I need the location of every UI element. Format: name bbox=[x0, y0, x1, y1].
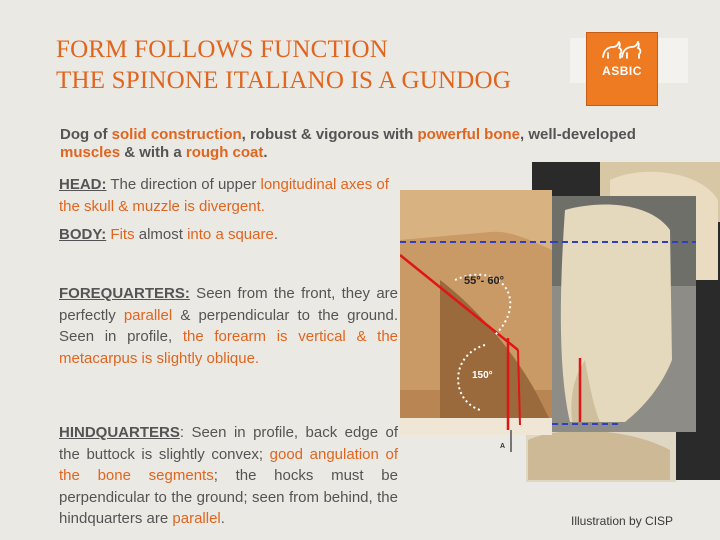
highlight-solid-construction: solid construction bbox=[111, 126, 242, 143]
intro-paragraph: Dog of solid construction, robust & vigorous with powerful bone, well-developed muscles & with a rough coat. bbox=[60, 126, 636, 161]
body-section: BODY: Fits almost into a square. bbox=[59, 226, 278, 243]
head-highlight: longitudinal axes of the skull & muzzle is divergent. bbox=[59, 176, 389, 215]
joint-angle-label: 150° bbox=[472, 370, 493, 381]
body-label: BODY: bbox=[59, 226, 107, 243]
highlight-muscles: muscles bbox=[60, 144, 121, 161]
forequarter-photo bbox=[400, 190, 552, 452]
head-label: HEAD: bbox=[59, 176, 107, 193]
head-section: HEAD: The direction of upper longitudinal axes of the skull & muzzle is divergent. bbox=[59, 176, 389, 215]
slide-title bbox=[56, 34, 511, 96]
anatomy-illustration bbox=[400, 160, 720, 490]
forequarters-label: FOREQUARTERS: bbox=[59, 285, 190, 302]
asbic-logo bbox=[586, 32, 658, 106]
hindquarters-section: HINDQUARTERS: Seen in profile, back edge of the buttock is slightly convex; good angulation of the bone segments; the hocks must be perpendicular to the ground; seen from behind, the hindquarters are parallel. bbox=[59, 424, 398, 527]
marker-label: A bbox=[500, 443, 506, 450]
angle-label: 55°- 60° bbox=[464, 275, 504, 287]
hindquarters-label: HINDQUARTERS bbox=[59, 424, 180, 441]
title-line-1: FORM FOLLOWS FUNCTION bbox=[56, 36, 389, 63]
highlight-powerful-bone: powerful bone bbox=[417, 126, 521, 143]
illustration-credit: Illustration by CISP bbox=[571, 514, 674, 528]
title-line-2: THE SPINONE ITALIANO IS A GUNDOG bbox=[56, 67, 512, 94]
dogs-icon bbox=[600, 39, 644, 61]
highlight-rough-coat: rough coat bbox=[185, 144, 264, 161]
forequarters-section: FOREQUARTERS: Seen from the front, they are perfectly parallel & perpendicular to the ground. Seen in profile, the forearm is vertical & the metacarpus is slightly oblique. bbox=[59, 285, 399, 367]
logo-text: ASBIC bbox=[602, 64, 642, 78]
hindquarter-photo bbox=[552, 196, 696, 432]
